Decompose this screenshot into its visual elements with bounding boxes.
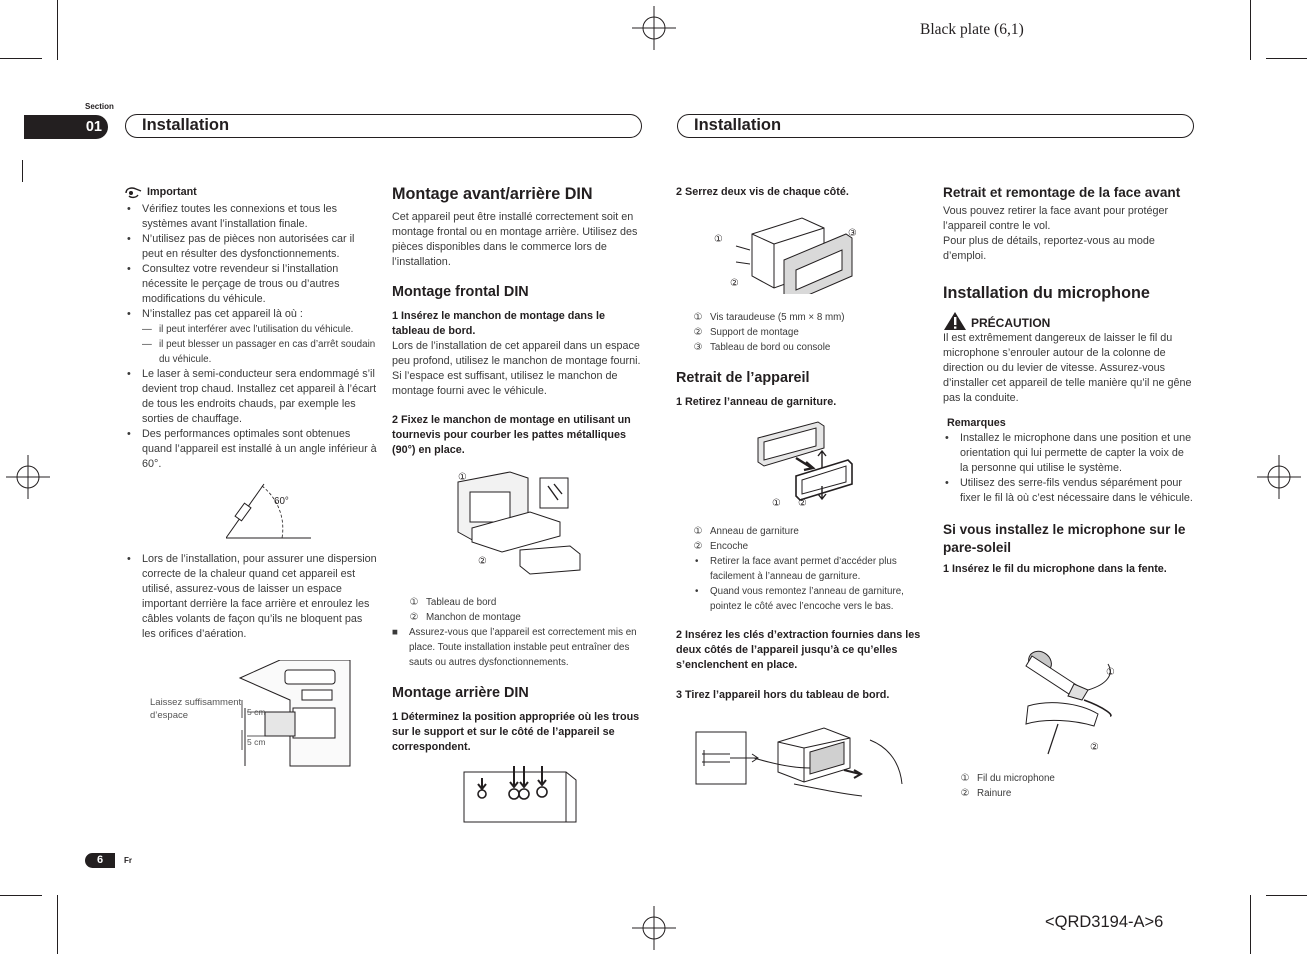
front-mount-figure: [450, 470, 585, 580]
page-number-badge: 6: [85, 853, 115, 868]
extraction-figure: [694, 724, 910, 800]
header-pill-left: [125, 114, 642, 138]
caption-text: Anneau de garniture: [710, 526, 799, 537]
crop-mark: [57, 0, 58, 60]
list-item: • Consultez votre revendeur si l’installation nécessite le perçage de trous ou d’autres modifications du véhicule.: [125, 262, 377, 307]
header-pill-right: [677, 114, 1194, 138]
important-list: [125, 202, 377, 322]
caption-number: ①: [960, 773, 970, 784]
header-title-left: Installation: [142, 116, 230, 134]
list-item: • Utilisez des serre-fils vendus séparément pour fixer le fil là où c’est nécessaire dans le véhicule.: [943, 476, 1195, 506]
caption-text: Vis taraudeuse (5 mm × 8 mm): [710, 312, 845, 323]
list-item: • N’utilisez pas de pièces non autorisées car il peut en résulter des dysfonctionnements.: [125, 232, 377, 262]
ventilation-label-line-2: d’espace: [150, 710, 189, 721]
important-list-2: [125, 367, 377, 472]
crop-mark: [1250, 895, 1251, 954]
callout-1: ①: [458, 472, 467, 483]
callout-1: ①: [714, 234, 723, 245]
list-item: • Le laser à semi-conducteur sera endommagé s’il devient trop chaud. Installez cet appareil à l’écart de tous les endroits chauds, par exemple les sorties de chauffage.: [125, 367, 377, 427]
caption-number: ③: [693, 342, 703, 353]
step-heading: 1 Déterminez la position appropriée où les trous sur le support et sur le côté de l’appareil se correspondent.: [392, 711, 640, 753]
dimension-label: 5 cm: [247, 737, 266, 747]
angle-label: 60°: [274, 496, 289, 507]
step-heading: 2 Fixez le manchon de montage en utilisant un tournevis pour courber les pattes métalliques (90°) en place.: [392, 414, 631, 456]
list-item: • Lors de l’installation, pour assurer une dispersion correcte de la chaleur quand cet appareil est utilisé, assurez-vous de laisser un espace important derrière la face arrière et enroulez les câbles volants de façon qu’ils ne bloquent pas les orifices d’aération.: [125, 552, 377, 642]
ventilation-figure: [150, 660, 352, 768]
list-item: • Quand vous remontez l’anneau de garniture, pointez le côté avec l’encoche vers le bas.: [693, 584, 928, 614]
column-din-captions: [392, 595, 644, 755]
caption-row: [676, 524, 928, 539]
note-paragraph: [392, 625, 644, 670]
dimension-label: 5 cm: [247, 707, 266, 717]
caption-text: Tableau de bord ou console: [710, 342, 831, 353]
callout-2: ②: [478, 556, 487, 567]
column-important: [125, 185, 377, 472]
crop-mark: [1266, 895, 1307, 896]
registration-mark-right: [1257, 455, 1301, 499]
list-item: • Vérifiez toutes les connexions et tous les systèmes avant l’installation finale.: [125, 202, 377, 232]
header-title-right: Installation: [694, 116, 782, 134]
callout-2: ②: [730, 278, 739, 289]
section-title-microphone: Installation du microphone: [943, 284, 1150, 302]
column-din-mounting: [392, 185, 644, 458]
caption-text: Fil du microphone: [977, 773, 1055, 784]
trim-ring-figure: [752, 418, 856, 510]
angle-figure: [226, 482, 316, 540]
important-hand-icon: [125, 186, 142, 200]
column-removal-cont: [676, 310, 928, 410]
crop-mark: [0, 895, 42, 896]
crop-mark: [1250, 0, 1251, 60]
step-heading: 1 Insérez le fil du microphone dans la fente.: [943, 563, 1167, 575]
crop-mark: [22, 160, 23, 182]
paragraph: Lors de l’installation de cet appareil dans un espace peu profond, utilisez le manchon de montage fourni. Si l’espace est suffisant, utilisez le manchon de montage fourni avec le véhicule.: [392, 340, 641, 397]
caption-row: [676, 310, 928, 325]
note-text: Assurez-vous que l’appareil est correctement mis en place. Toute installation instable peut entraîner des sauts ou autres dysfonctionnements.: [409, 627, 637, 668]
language-label: Fr: [124, 856, 132, 865]
subsection-title-removal: Retrait de l’appareil: [676, 370, 810, 386]
remarks-title: Remarques: [947, 417, 1006, 429]
microphone-figure: [1018, 644, 1118, 756]
registration-mark-bottom: [632, 906, 676, 950]
section-number-badge: 01: [24, 115, 108, 139]
note-square-icon: ■: [392, 627, 398, 638]
callout-2: ②: [798, 498, 807, 509]
step-heading: 3 Tirez l’appareil hors du tableau de bord.: [676, 689, 890, 701]
important-list-3: [125, 552, 377, 642]
caption-number: ①: [693, 312, 703, 323]
caption-number: ②: [409, 612, 419, 623]
sub-list: [125, 322, 377, 367]
list-item: — il peut interférer avec l’utilisation du véhicule.: [142, 322, 377, 337]
caption-row: [392, 595, 644, 610]
caption-row: [943, 771, 1195, 786]
crop-mark: [57, 895, 58, 954]
ventilation-label-line-1: Laissez suffisamment: [150, 697, 242, 708]
crop-mark: [1266, 58, 1307, 59]
caution-paragraph: Il est extrêmement dangereux de laisser le fil du microphone s’enrouler autour de la colonne de direction ou du levier de vitesse. Assurez-vous d’installer cet appareil de telle manière qu’il ne gêne pas la conduite.: [943, 332, 1192, 404]
ventilation-label: [150, 696, 241, 722]
caption-row: [943, 786, 1195, 801]
screws-figure: [712, 212, 864, 294]
callout-3: ③: [848, 228, 857, 239]
subsection-title-rear: Montage arrière DIN: [392, 685, 529, 701]
caption-text: Rainure: [977, 788, 1012, 799]
list-item: • N’installez pas cet appareil là où :: [125, 307, 377, 322]
column-removal: [676, 185, 928, 200]
section-title-din: Montage avant/arrière DIN: [392, 185, 593, 203]
caption-number: ②: [960, 788, 970, 799]
list-item: — il peut blesser un passager en cas d’arrêt soudain du véhicule.: [142, 337, 377, 367]
caption-row: [392, 610, 644, 625]
caution-title: PRÉCAUTION: [971, 315, 1051, 330]
caption-number: ①: [693, 526, 703, 537]
registration-mark-top: [632, 6, 676, 50]
caption-row: [676, 539, 928, 554]
caption-number: ①: [409, 597, 419, 608]
list-item: • Installez le microphone dans une position et une orientation qui lui permette de capter la voix de la personne qui utilise le système.: [943, 431, 1195, 476]
caption-row: [676, 340, 928, 355]
paragraph: Pour plus de détails, reportez-vous au mode d’emploi.: [943, 235, 1155, 262]
caption-text: Support de montage: [710, 327, 799, 338]
section-label: Section: [85, 102, 114, 111]
subsection-title-visor: Si vous installez le microphone sur le pare-soleil: [943, 522, 1186, 555]
document-code: <QRD3194-A>6: [1045, 913, 1164, 931]
caption-text: Encoche: [710, 541, 749, 552]
caption-text: Manchon de montage: [426, 612, 521, 623]
column-microphone: [943, 184, 1195, 577]
caption-number: ②: [693, 327, 703, 338]
list-item: • Des performances optimales sont obtenues quand l’appareil est installé à un angle inférieur à 60°.: [125, 427, 377, 472]
remarks-list: [943, 431, 1195, 506]
caption-row: [676, 325, 928, 340]
subsection-title-face: Retrait et remontage de la face avant: [943, 185, 1181, 200]
step-heading: 2 Serrez deux vis de chaque côté.: [676, 186, 849, 198]
caption-text: Tableau de bord: [426, 597, 497, 608]
paragraph: Vous pouvez retirer la face avant pour protéger l’appareil contre le vol.: [943, 205, 1169, 232]
column-microphone-captions: [943, 771, 1195, 801]
caution-heading: [943, 311, 1195, 331]
important-title: Important: [147, 186, 197, 198]
paragraph: Cet appareil peut être installé correctement soit en montage frontal ou en montage arrière. Utilisez des pièces disponibles dans le commerce lors de l’installation.: [392, 211, 638, 268]
column-removal-cont2: [676, 524, 928, 703]
subsection-title-front: Montage frontal DIN: [392, 284, 529, 300]
caption-number: ②: [693, 541, 703, 552]
list-item: • Retirer la face avant permet d’accéder plus facilement à l’anneau de garniture.: [693, 554, 928, 584]
important-heading: [125, 185, 377, 200]
step-heading: 2 Insérez les clés d’extraction fournies dans les deux côtés de l’appareil jusqu’à ce qu’elles s’enclenchent en place.: [676, 629, 921, 671]
crop-mark: [0, 58, 42, 59]
removal-notes: [676, 554, 928, 614]
callout-1: ①: [772, 498, 781, 509]
callout-2: ②: [1090, 742, 1099, 753]
step-heading: 1 Insérez le manchon de montage dans le tableau de bord.: [392, 310, 606, 337]
callout-1: ①: [1106, 667, 1115, 678]
step-heading: 1 Retirez l’anneau de garniture.: [676, 396, 837, 408]
column-important-cont: [125, 552, 377, 642]
rear-mount-figure: [462, 766, 578, 824]
plate-label: Black plate (6,1): [920, 21, 1024, 38]
registration-mark-left: [6, 455, 50, 499]
warning-icon: [943, 311, 967, 331]
